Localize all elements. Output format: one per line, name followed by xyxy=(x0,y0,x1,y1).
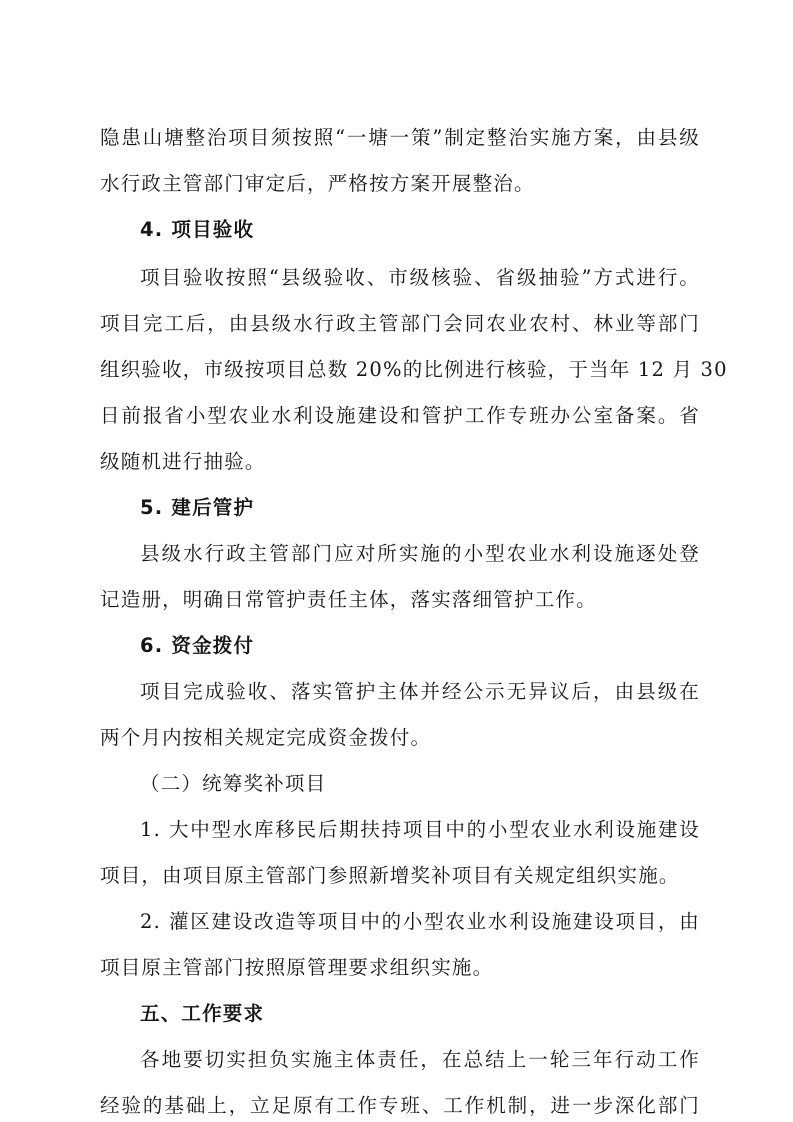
paragraph-line: 县级水行政主管部门应对所实施的小型农业水利设施逐处登 xyxy=(140,542,700,565)
paragraph-line: 项目完成验收、落实管护主体并经公示无异议后，由县级在 xyxy=(140,680,700,703)
paragraph-line: 记造册，明确日常管护责任主体，落实落细管护工作。 xyxy=(100,588,597,611)
section-heading-5: 5. 建后管护 xyxy=(140,496,255,519)
paragraph-line: 2. 灌区建设改造等项目中的小型农业水利设施建设项目，由 xyxy=(140,910,700,933)
paragraph-line: 隐患山塘整治项目须按照“一塘一策”制定整治实施方案，由县级 xyxy=(100,126,700,149)
paragraph-line: 级随机进行抽验。 xyxy=(100,450,266,473)
paragraph-line: 项目原主管部门按照原管理要求组织实施。 xyxy=(100,956,494,979)
paragraph-line: 日前报省小型农业水利设施建设和管护工作专班办公室备案。省 xyxy=(100,404,700,427)
paragraph-line: 水行政主管部门审定后，严格按方案开展整治。 xyxy=(100,172,535,195)
subsection-heading: （二）统筹奖补项目 xyxy=(140,772,327,795)
section-heading-4: 4. 项目验收 xyxy=(140,218,255,241)
paragraph-line: 项目完工后，由县级水行政主管部门会同农业农村、林业等部门 xyxy=(100,312,700,335)
paragraph-line: 两个月内按相关规定完成资金拨付。 xyxy=(100,726,432,749)
paragraph-line: 1. 大中型水库移民后期扶持项目中的小型农业水利设施建设 xyxy=(140,818,700,841)
paragraph-line: 各地要切实担负实施主体责任，在总结上一轮三年行动工作 xyxy=(140,1048,700,1071)
section-heading-6: 6. 资金拨付 xyxy=(140,634,255,657)
paragraph-line: 组织验收，市级按项目总数 20%的比例进行核验，于当年 12 月 30 xyxy=(100,358,728,381)
paragraph-line: 经验的基础上，立足原有工作专班、工作机制，进一步深化部门 xyxy=(100,1094,700,1117)
paragraph-line: 项目验收按照“县级验收、市级核验、省级抽验”方式进行。 xyxy=(140,266,700,289)
chapter-heading: 五、工作要求 xyxy=(140,1002,265,1025)
paragraph-line: 项目，由项目原主管部门参照新增奖补项目有关规定组织实施。 xyxy=(100,864,680,887)
